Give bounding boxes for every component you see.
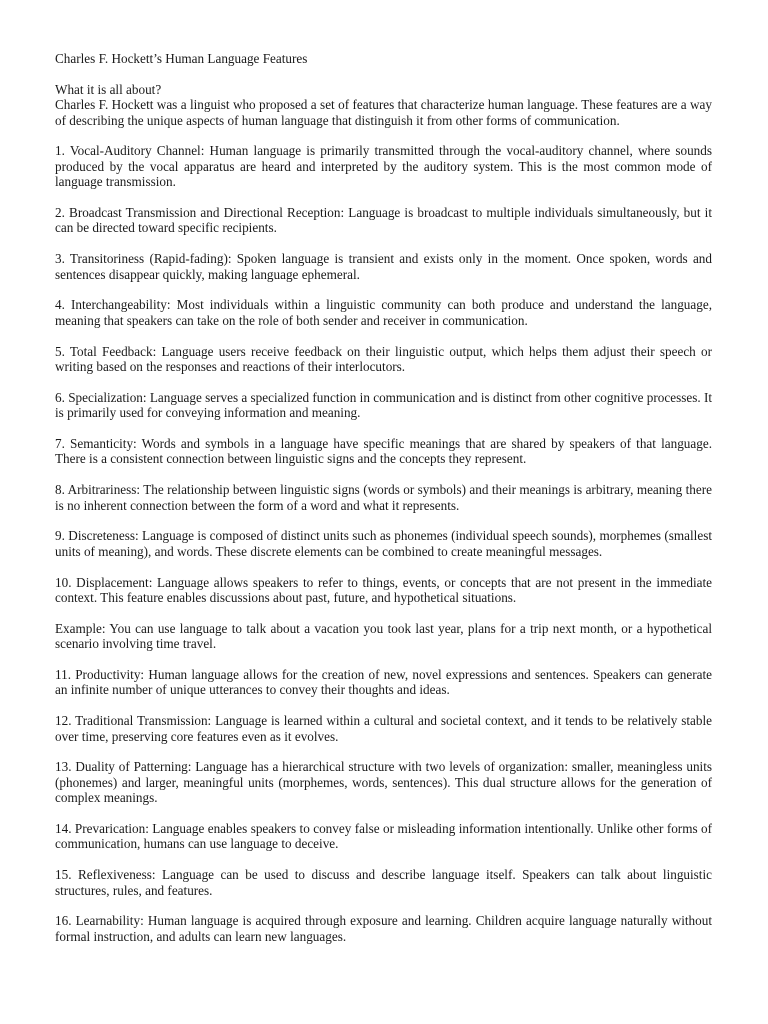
feature-traditional-transmission: 12. Traditional Transmission: Language is learned within a cultural and societal context, and it tends to be relatively stable over time, preserving core features even as it evolves.: [55, 713, 712, 744]
intro-heading: What it is all about?: [55, 81, 162, 97]
feature-total-feedback: 5. Total Feedback: Language users receive feedback on their linguistic output, which helps them adjust their speech or writing based on the responses and reactions of their interlocutors.: [55, 343, 712, 375]
feature-list: [55, 143, 712, 944]
feature-vocal-auditory-channel: 1. Vocal-Auditory Channel: Human language is primarily transmitted through the vocal-auditory channel, where sounds produced by the vocal apparatus are heard and interpreted by the auditory system. This is the most common mode of language transmission.: [55, 143, 712, 190]
feature-semanticity: 7. Semanticity: Words and symbols in a language have specific meanings that are shared by speakers of that language. There is a consistent connection between linguistic signs and the concepts they represent.: [55, 436, 712, 467]
feature-displacement: 10. Displacement: Language allows speakers to refer to things, events, or concepts that are not present in the immediate context. This feature enables discussions about past, future, and hypothetical situations.: [55, 574, 712, 606]
feature-learnability: 16. Learnability: Human language is acquired through exposure and learning. Children acquire language naturally without formal instruction, and adults can learn new languages.: [55, 913, 712, 944]
intro-paragraph: Charles F. Hockett was a linguist who proposed a set of features that characterize human language. These features are a way of describing the unique aspects of human language that distinguish it from other forms of communication.: [55, 97, 712, 128]
feature-arbitrariness: 8. Arbitrariness: The relationship between linguistic signs (words or symbols) and their meanings is arbitrary, meaning there is no inherent connection between the form of a word and what it represents.: [55, 482, 712, 513]
feature-discreteness: 9. Discreteness: Language is composed of distinct units such as phonemes (individual speech sounds), morphemes (smallest units of meaning), and words. These discrete elements can be combined to create meaningful messages.: [55, 528, 712, 559]
document-page: [55, 51, 712, 944]
feature-specialization: 6. Specialization: Language serves a specialized function in communication and is distinct from other cognitive processes. It is primarily used for conveying information and meaning.: [55, 389, 712, 421]
document-title: Charles F. Hockett’s Human Language Features: [55, 51, 308, 66]
feature-productivity: 11. Productivity: Human language allows for the creation of new, novel expressions and sentences. Speakers can generate an infinite number of unique utterances to convey their thoughts and ideas.: [55, 667, 712, 698]
feature-transitoriness: 3. Transitoriness (Rapid-fading): Spoken language is transient and exists only in the moment. Once spoken, words and sentences disappear quickly, making language ephemeral.: [55, 251, 712, 282]
feature-broadcast-transmission: 2. Broadcast Transmission and Directional Reception: Language is broadcast to multiple individuals simultaneously, but it can be directed toward specific recipients.: [55, 205, 712, 236]
feature-prevarication: 14. Prevarication: Language enables speakers to convey false or misleading information intentionally. Unlike other forms of communication, humans can use language to deceive.: [55, 821, 712, 852]
feature-duality-of-patterning: 13. Duality of Patterning: Language has a hierarchical structure with two levels of organization: smaller, meaningless units (phonemes) and larger, meaningful units (morphemes, words, sentences). This dual structure allows for the generation of complex meanings.: [55, 759, 712, 806]
displacement-example: Example: You can use language to talk about a vacation you took last year, plans for a trip next month, or a hypothetical scenario involving time travel.: [55, 620, 712, 652]
feature-interchangeability: 4. Interchangeability: Most individuals within a linguistic community can both produce and understand the language, meaning that speakers can take on the role of both sender and receiver in communication.: [55, 297, 712, 328]
feature-reflexiveness: 15. Reflexiveness: Language can be used to discuss and describe language itself. Speakers can talk about linguistic structures, rules, and features.: [55, 867, 712, 898]
